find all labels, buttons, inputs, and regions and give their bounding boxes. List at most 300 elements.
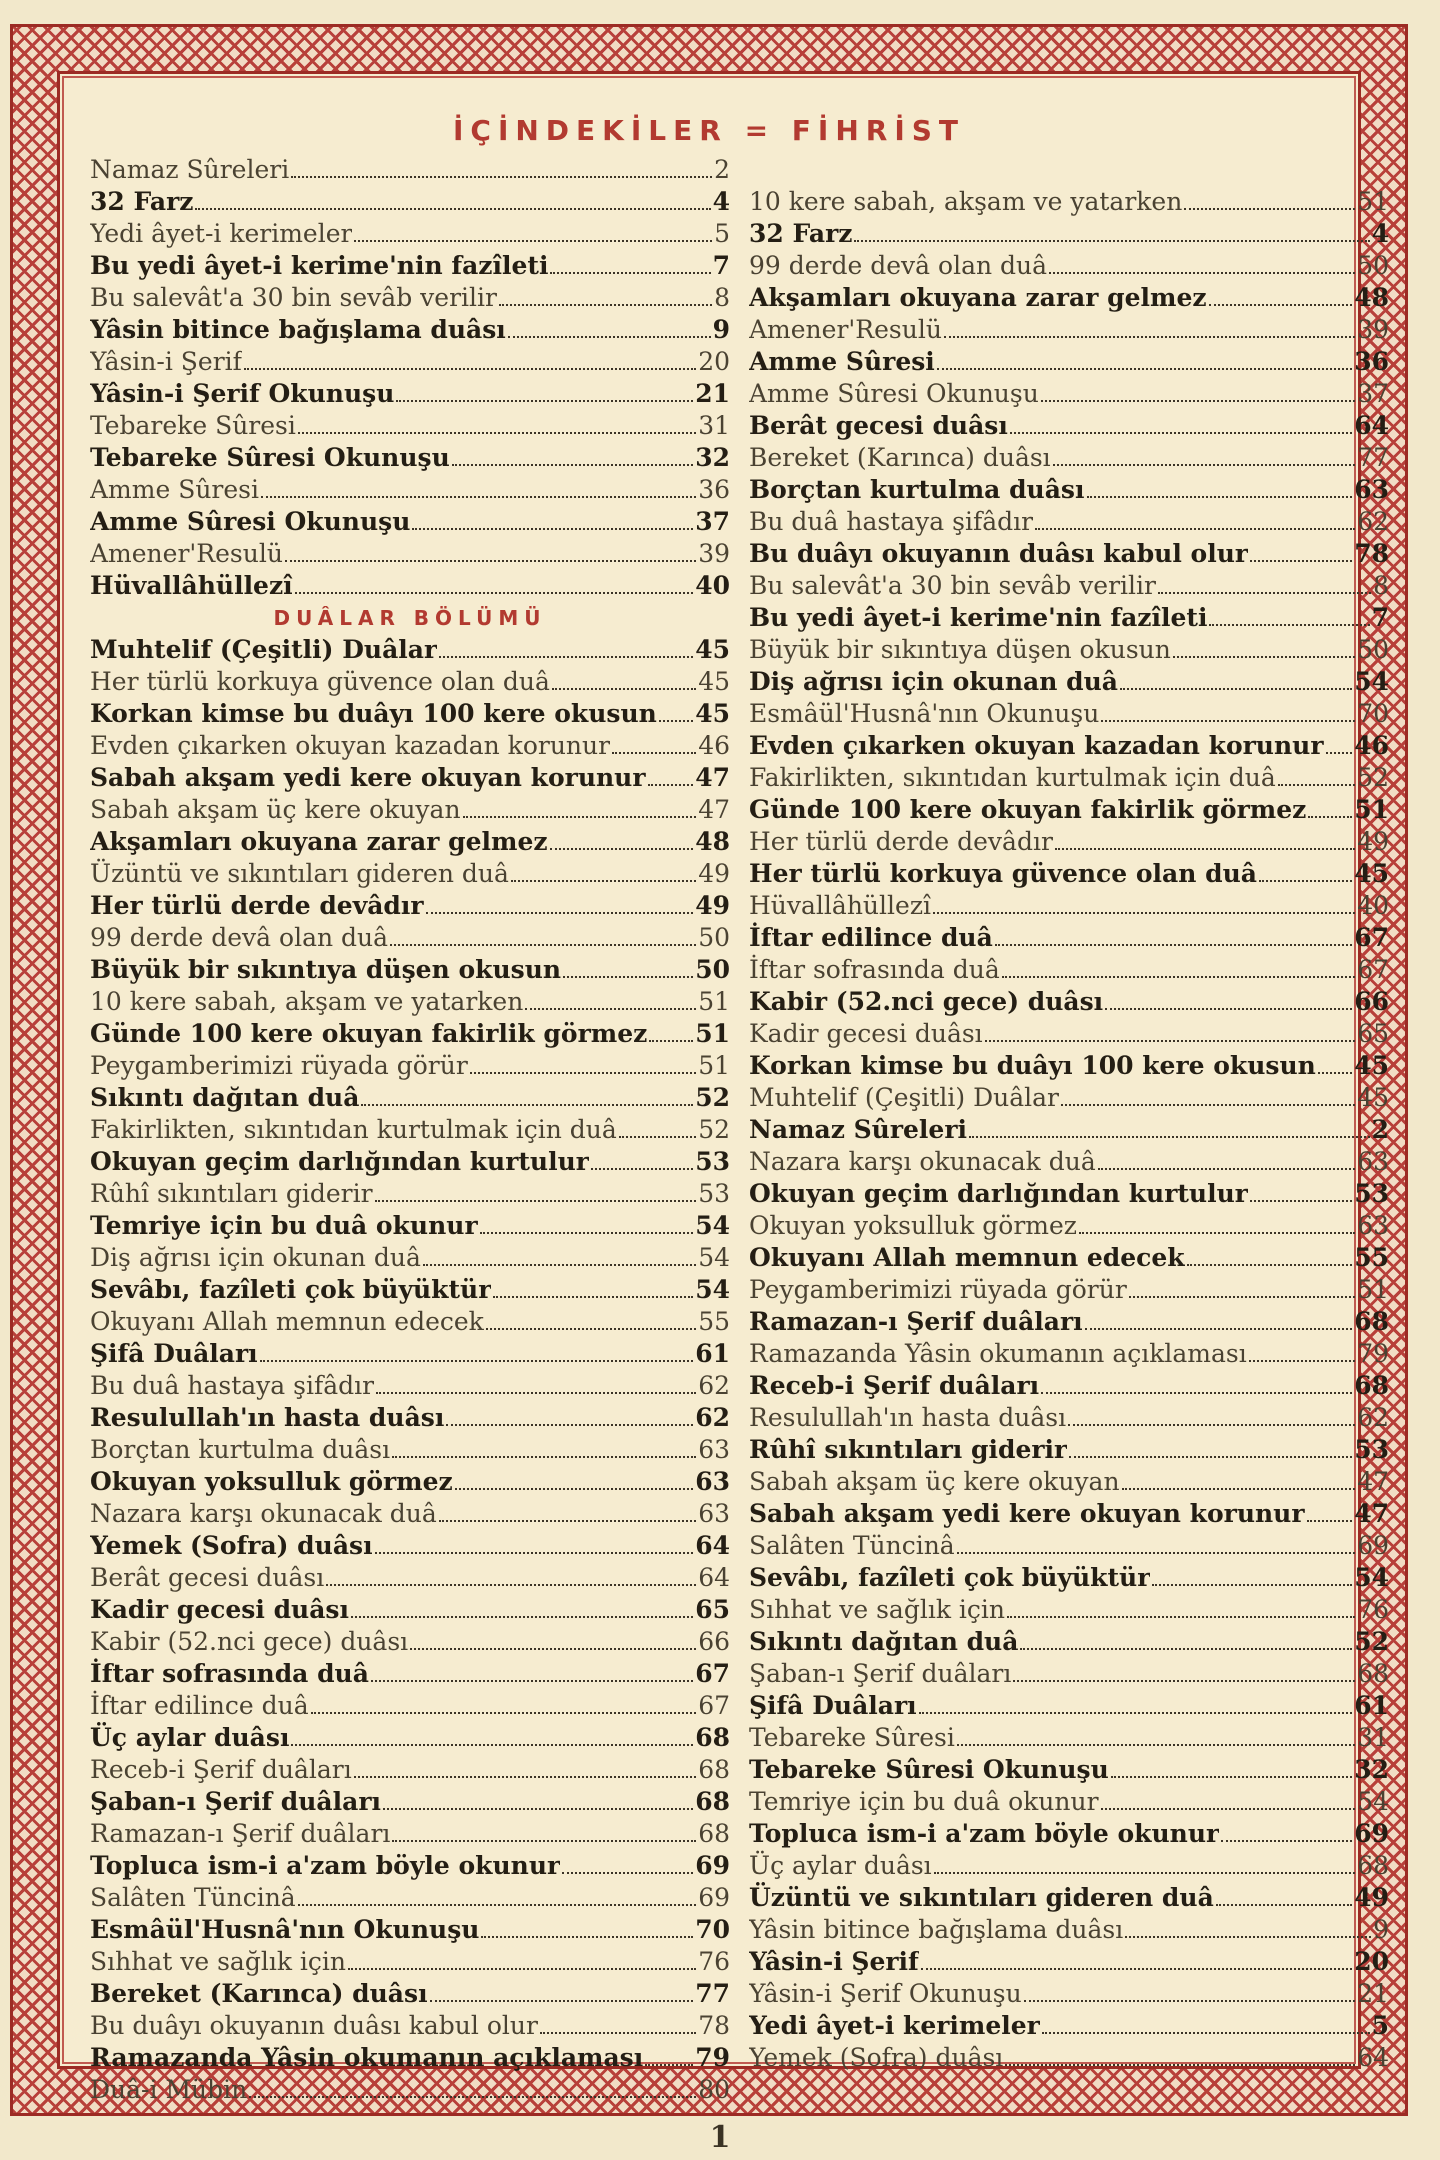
toc-entry-title: Sevâbı, fazîleti çok büyüktür [749, 1563, 1151, 1592]
toc-entry [90, 762, 730, 794]
dot-leader [995, 944, 1352, 946]
toc-entry-title: Bu duâyı okuyanın duâsı kabul olur [90, 2011, 538, 2040]
toc-entry [749, 1466, 1389, 1498]
dot-leader [1055, 848, 1355, 850]
dot-leader [1101, 720, 1355, 722]
toc-entry [90, 1658, 730, 1690]
dot-leader [480, 1232, 694, 1234]
toc-entry-title: Fakirlikten, sıkıntıdan kurtulmak için duâ [90, 1115, 617, 1144]
right-column-list [749, 186, 1389, 2074]
toc-entry-title: Esmâül'Husnâ'nın Okunuşu [749, 699, 1100, 728]
toc-entry [90, 1786, 730, 1818]
dot-leader [1042, 2032, 1370, 2034]
toc-entry-title: Amener'Resulü [90, 539, 283, 568]
toc-entry [749, 1114, 1389, 1146]
toc-entry [749, 2010, 1389, 2042]
left-column-bottom-list [90, 634, 730, 2106]
dot-leader [470, 1072, 696, 1074]
toc-entry-page: 5 [714, 219, 730, 248]
toc-entry-page: 61 [695, 1339, 730, 1368]
toc-entry [90, 1306, 730, 1338]
toc-entry [90, 1626, 730, 1658]
toc-entry-title: Evden çıkarken okuyan kazadan korunur [90, 731, 611, 760]
toc-entry [749, 1178, 1389, 1210]
toc-entry-page: 49 [698, 859, 730, 888]
toc-entry-title: Namaz Sûreleri [90, 155, 290, 184]
toc-entry-page: 61 [1354, 1691, 1389, 1720]
toc-entry-page: 51 [1357, 187, 1389, 216]
toc-entry-title: Bu salevât'a 30 bin sevâb verilir [749, 571, 1156, 600]
dot-leader [244, 368, 696, 370]
toc-entry-title: Tebareke Sûresi [90, 411, 296, 440]
toc-entry [90, 1978, 730, 2010]
dot-leader [1079, 1232, 1355, 1234]
toc-entry-title: İftar sofrasında duâ [90, 1659, 369, 1688]
dot-leader [326, 1584, 696, 1586]
dot-leader [430, 2000, 694, 2002]
toc-entry [90, 250, 730, 282]
dot-leader [985, 1040, 1356, 1042]
toc-entry-title: Sevâbı, fazîleti çok büyüktür [90, 1275, 492, 1304]
toc-entry-page: 76 [1357, 1595, 1389, 1624]
toc-entry [749, 218, 1389, 250]
toc-entry-page: 45 [695, 635, 730, 664]
dot-leader [550, 848, 694, 850]
toc-entry-title: Okuyanı Allah memnun edecek [749, 1243, 1185, 1272]
dot-leader [1221, 1840, 1352, 1842]
dot-leader [1035, 528, 1355, 530]
dot-leader [1184, 208, 1355, 210]
toc-entry-title: Ramazanda Yâsin okumanın açıklaması [90, 2043, 644, 2072]
toc-entry-title: Diş ağrısı için okunan duâ [90, 1243, 421, 1272]
dot-leader [383, 1808, 693, 1810]
toc-entry-title: Tebareke Sûresi Okunuşu [749, 1755, 1109, 1784]
toc-entry-page: 63 [1357, 1147, 1389, 1176]
toc-entry [90, 1274, 730, 1306]
toc-entry-title: Muhtelif (Çeşitli) Duâlar [90, 635, 438, 664]
toc-entry-title: Sabah akşam yedi kere okuyan korunur [90, 763, 646, 792]
toc-entry-title: Sıhhat ve sağlık için [90, 1947, 347, 1976]
toc-entry [90, 1338, 730, 1370]
toc-entry-page: 69 [698, 1883, 730, 1912]
dot-leader [486, 1328, 696, 1330]
toc-entry [749, 1050, 1389, 1082]
toc-entry-title: Kabir (52.nci gece) duâsı [90, 1627, 409, 1656]
toc-entry [749, 762, 1389, 794]
dot-leader [1061, 1104, 1355, 1106]
dot-leader [1024, 2000, 1355, 2002]
toc-entry [749, 602, 1389, 634]
dot-leader [619, 1136, 696, 1138]
dot-leader [1010, 432, 1352, 434]
toc-entry [90, 1946, 730, 1978]
toc-entry-page: 45 [1354, 1051, 1389, 1080]
toc-entry-title: Yâsin-i Şerif [749, 1947, 919, 1976]
toc-entry-title: Şaban-ı Şerif duâları [90, 1787, 381, 1816]
dot-leader [361, 1104, 693, 1106]
dot-leader [1158, 592, 1371, 594]
dot-leader [563, 976, 693, 978]
dot-leader [1007, 1616, 1355, 1618]
toc-entry-title: Receb-i Şerif duâları [749, 1371, 1040, 1400]
dot-leader [1002, 976, 1355, 978]
toc-entry-title: Topluca ism-i a'zam böyle okunur [749, 1819, 1220, 1848]
toc-entry-title: Amme Sûresi [90, 475, 260, 504]
dot-leader [1326, 752, 1353, 754]
toc-entry [749, 1626, 1389, 1658]
dot-leader [1278, 784, 1355, 786]
toc-entry-title: Yâsin-i Şerif Okunuşu [749, 1979, 1022, 2008]
toc-entry-page: 54 [1354, 667, 1389, 696]
toc-entry [749, 250, 1389, 282]
toc-entry-title: Kadir gecesi duâsı [90, 1595, 349, 1624]
dot-leader [396, 400, 693, 402]
toc-entry-page: 39 [1357, 315, 1389, 344]
toc-entry-page: 54 [698, 1243, 730, 1272]
toc-entry [749, 1338, 1389, 1370]
toc-entry [749, 378, 1389, 410]
toc-entry-title: Sıkıntı dağıtan duâ [90, 1083, 360, 1112]
toc-entry-title: Kabir (52.nci gece) duâsı [749, 987, 1104, 1016]
toc-entry [749, 1210, 1389, 1242]
toc-entry [749, 954, 1389, 986]
toc-entry [90, 986, 730, 1018]
toc-entry [90, 1690, 730, 1722]
toc-entry-page: 48 [695, 827, 730, 856]
toc-entry-title: Şifâ Duâları [90, 1339, 258, 1368]
dot-leader [1249, 1360, 1355, 1362]
toc-entry-page: 50 [695, 955, 730, 984]
toc-entry [90, 922, 730, 954]
toc-entry-page: 77 [695, 1979, 730, 2008]
dot-leader [354, 240, 712, 242]
toc-entry-page: 55 [698, 1307, 730, 1336]
toc-entry-page: 4 [1371, 219, 1389, 248]
toc-entry-page: 32 [695, 443, 730, 472]
toc-entry-title: Tebareke Sûresi Okunuşu [90, 443, 450, 472]
toc-entry [90, 954, 730, 986]
toc-entry [749, 1946, 1389, 1978]
dot-leader [1005, 2064, 1355, 2066]
toc-entry [90, 730, 730, 762]
toc-entry-page: 9 [1373, 1915, 1389, 1944]
toc-entry [90, 794, 730, 826]
toc-entry-title: Akşamları okuyana zarar gelmez [90, 827, 548, 856]
toc-entry-title: Rûhî sıkıntıları giderir [749, 1435, 1068, 1464]
toc-entry-title: Peygamberimizi rüyada görür [749, 1275, 1127, 1304]
toc-entry-title: Yâsin-i Şerif Okunuşu [90, 379, 395, 408]
toc-entry-page: 52 [1354, 1627, 1389, 1656]
dot-leader [525, 1008, 696, 1010]
toc-entry-title: Rûhî sıkıntıları giderir [90, 1179, 373, 1208]
dot-leader [659, 720, 693, 722]
dot-leader [508, 336, 711, 338]
toc-entry-page: 63 [1357, 1211, 1389, 1240]
toc-entry-page: 54 [695, 1211, 730, 1240]
toc-entry-page: 63 [698, 1499, 730, 1528]
toc-entry-page: 63 [698, 1435, 730, 1464]
toc-entry [90, 1178, 730, 1210]
dot-leader [446, 1424, 693, 1426]
dot-leader [291, 1744, 693, 1746]
toc-entry-page: 51 [1354, 795, 1389, 824]
toc-entry-page: 48 [1354, 283, 1389, 312]
toc-entry [90, 378, 730, 410]
toc-entry-page: 31 [1357, 1723, 1389, 1752]
toc-entry-title: Okuyan yoksulluk görmez [90, 1467, 453, 1496]
dot-leader [648, 784, 694, 786]
toc-entry-title: Sabah akşam yedi kere okuyan korunur [749, 1499, 1305, 1528]
dot-leader [1041, 400, 1355, 402]
toc-entry-page: 45 [698, 667, 730, 696]
dot-leader [1053, 464, 1356, 466]
toc-entry-page: 66 [1354, 987, 1389, 1016]
toc-entry [90, 634, 730, 666]
dot-leader [921, 1968, 1352, 1970]
toc-entry-title: Akşamları okuyana zarar gelmez [749, 283, 1207, 312]
toc-entry-title: Bu salevât'a 30 bin sevâb verilir [90, 283, 497, 312]
toc-entry-title: Hüvallâhüllezî [749, 891, 931, 920]
toc-entry-title: Sıhhat ve sağlık için [749, 1595, 1006, 1624]
toc-entry [90, 826, 730, 858]
toc-entry-page: 64 [698, 1563, 730, 1592]
dot-leader [1209, 304, 1353, 306]
toc-entry [749, 1882, 1389, 1914]
dot-leader [1152, 1584, 1352, 1586]
dot-leader [410, 1648, 696, 1650]
dot-leader [481, 1936, 693, 1938]
toc-entry-title: İftar edilince duâ [749, 923, 993, 952]
dot-leader [937, 368, 1352, 370]
toc-entry-title: Sabah akşam üç kere okuyan [90, 795, 461, 824]
right-column [749, 186, 1389, 2074]
dot-leader [511, 880, 696, 882]
toc-entry [749, 730, 1389, 762]
toc-entry-title: Bu yedi âyet-i kerime'nin fazîleti [749, 603, 1208, 632]
toc-entry-page: 54 [1354, 1563, 1389, 1592]
toc-entry-title: Borçtan kurtulma duâsı [749, 475, 1085, 504]
dot-leader [261, 496, 696, 498]
toc-entry-page: 79 [695, 2043, 730, 2072]
toc-entry [749, 1722, 1389, 1754]
toc-entry-page: 7 [1371, 603, 1389, 632]
toc-entry [749, 1306, 1389, 1338]
toc-entry [90, 1434, 730, 1466]
toc-entry [749, 1562, 1389, 1594]
toc-entry [749, 1434, 1389, 1466]
toc-entry [90, 1562, 730, 1594]
dot-leader [1105, 1008, 1352, 1010]
toc-entry [90, 218, 730, 250]
toc-entry-page: 79 [1357, 1339, 1389, 1368]
toc-entry [749, 1082, 1389, 1114]
toc-entry [90, 1082, 730, 1114]
dot-leader [1318, 1072, 1352, 1074]
toc-entry [90, 1722, 730, 1754]
toc-entry-page: 62 [1357, 507, 1389, 536]
toc-entry [749, 442, 1389, 474]
toc-entry-page: 67 [695, 1659, 730, 1688]
dot-leader [249, 2096, 696, 2098]
dot-leader [1013, 1680, 1355, 1682]
toc-entry-title: Ramazan-ı Şerif duâları [90, 1819, 391, 1848]
toc-entry [749, 1498, 1389, 1530]
toc-entry-title: Şaban-ı Şerif duâları [749, 1659, 1012, 1688]
dot-leader [426, 912, 694, 914]
toc-entry [749, 1018, 1389, 1050]
toc-entry-title: Tebareke Sûresi [749, 1723, 955, 1752]
toc-entry-title: Esmâül'Husnâ'nın Okunuşu [90, 1915, 480, 1944]
toc-entry [749, 570, 1389, 602]
toc-entry-page: 64 [1354, 411, 1389, 440]
toc-entry-title: İftar sofrasında duâ [749, 955, 1000, 984]
toc-entry [749, 1530, 1389, 1562]
toc-entry [90, 506, 730, 538]
toc-entry-title: Üç aylar duâsı [90, 1723, 290, 1752]
toc-entry-page: 49 [1357, 827, 1389, 856]
toc-entry-title: Evden çıkarken okuyan kazadan korunur [749, 731, 1324, 760]
toc-entry-title: Şifâ Duâları [749, 1691, 917, 1720]
toc-entry [749, 1594, 1389, 1626]
toc-entry-title: Duâ-i Mübin [90, 2075, 248, 2104]
dot-leader [354, 1776, 696, 1778]
toc-entry-title: Muhtelif (Çeşitli) Duâlar [749, 1083, 1059, 1112]
toc-entry-page: 40 [695, 571, 730, 600]
dot-leader [390, 944, 696, 946]
toc-entry-title: Amme Sûresi Okunuşu [749, 379, 1039, 408]
toc-entry-page: 62 [698, 1371, 730, 1400]
toc-entry-title: Yâsin bitince bağışlama duâsı [90, 315, 506, 344]
dot-leader [1308, 816, 1352, 818]
toc-entry [90, 154, 730, 186]
dot-leader [463, 816, 697, 818]
dot-leader [351, 1616, 693, 1618]
toc-entry [749, 986, 1389, 1018]
toc-entry-title: Yâsin bitince bağışlama duâsı [749, 1915, 1124, 1944]
dot-leader [550, 272, 710, 274]
toc-entry-page: 70 [695, 1915, 730, 1944]
toc-entry [749, 1146, 1389, 1178]
toc-entry [749, 1914, 1389, 1946]
toc-entry-page: 8 [714, 283, 730, 312]
toc-entry [749, 1658, 1389, 1690]
toc-entry [90, 2074, 730, 2106]
toc-entry-title: Peygamberimizi rüyada görür [90, 1051, 468, 1080]
toc-entry-page: 68 [698, 1755, 730, 1784]
toc-entry [90, 1754, 730, 1786]
content-panel [57, 71, 1389, 2104]
toc-entry-page: 63 [695, 1467, 730, 1496]
toc-entry [90, 1114, 730, 1146]
dot-leader [1250, 560, 1352, 562]
toc-entry-title: Topluca ism-i a'zam böyle okunur [90, 1851, 561, 1880]
toc-entry [90, 1242, 730, 1274]
toc-entry [749, 794, 1389, 826]
toc-entry-page: 65 [695, 1595, 730, 1624]
dot-leader [969, 1136, 1370, 1138]
toc-entry-page: 66 [698, 1627, 730, 1656]
dot-leader [1120, 688, 1352, 690]
dot-leader [1307, 1520, 1353, 1522]
toc-entry [749, 506, 1389, 538]
toc-entry-page: 68 [695, 1723, 730, 1752]
toc-entry-page: 49 [695, 891, 730, 920]
toc-entry-page: 4 [712, 187, 730, 216]
toc-entry-title: Büyük bir sıkıntıya düşen okusun [749, 635, 1171, 664]
toc-entry-page: 68 [1354, 1371, 1389, 1400]
toc-entry-title: Her türlü derde devâdır [90, 891, 424, 920]
toc-entry [749, 858, 1389, 890]
toc-entry-page: 64 [1357, 2043, 1389, 2072]
toc-entry [749, 282, 1389, 314]
toc-entry-page: 7 [712, 251, 730, 280]
toc-entry-page: 77 [1357, 443, 1389, 472]
toc-entry [90, 1594, 730, 1626]
dot-leader [291, 176, 712, 178]
dot-leader [957, 1552, 1355, 1554]
toc-entry-page: 50 [1357, 251, 1389, 280]
toc-entry-page: 31 [698, 411, 730, 440]
toc-entry-title: Nazara karşı okunacak duâ [90, 1499, 437, 1528]
toc-entry-title: Üç aylar duâsı [749, 1851, 932, 1880]
dot-leader [1125, 1936, 1371, 1938]
dot-leader [540, 2032, 696, 2034]
dot-leader [348, 1968, 696, 1970]
toc-entry-page: 51 [698, 1051, 730, 1080]
toc-entry-page: 52 [698, 1115, 730, 1144]
toc-entry-page: 39 [698, 539, 730, 568]
dot-leader [298, 432, 696, 434]
toc-entry-title: Amme Sûresi [749, 347, 935, 376]
toc-entry-title: Diş ağrısı için okunan duâ [749, 667, 1118, 696]
ornamental-border [10, 24, 1408, 2116]
dot-leader [1250, 1200, 1352, 1202]
toc-entry-page: 2 [714, 155, 730, 184]
toc-entry-page: 21 [695, 379, 730, 408]
toc-entry [749, 1370, 1389, 1402]
toc-entry [90, 442, 730, 474]
toc-entry-title: Salâten Tüncinâ [90, 1883, 296, 1912]
toc-entry-page: 45 [695, 699, 730, 728]
toc-entry-page: 37 [695, 507, 730, 536]
toc-entry-title: Namaz Sûreleri [749, 1115, 967, 1144]
dot-leader [1101, 1808, 1356, 1810]
toc-entry-page: 5 [1371, 2011, 1389, 2040]
toc-entry-title: Bu duâyı okuyanın duâsı kabul olur [749, 539, 1249, 568]
toc-entry-page: 68 [698, 1819, 730, 1848]
toc-entry-title: 10 kere sabah, akşam ve yatarken [90, 987, 524, 1016]
toc-entry [749, 666, 1389, 698]
toc-entry-page: 8 [1373, 571, 1389, 600]
toc-entry-title: Temriye için bu duâ okunur [90, 1211, 478, 1240]
toc-entry [90, 1210, 730, 1242]
toc-entry-page: 50 [698, 923, 730, 952]
toc-entry-page: 46 [698, 731, 730, 760]
toc-entry [749, 826, 1389, 858]
toc-entry [749, 1242, 1389, 1274]
toc-entry-title: Yedi âyet-i kerimeler [749, 2011, 1040, 2040]
toc-entry [749, 922, 1389, 954]
toc-entry [90, 410, 730, 442]
dot-leader [260, 1360, 694, 1362]
dot-leader [552, 688, 696, 690]
toc-entry-title: Yedi âyet-i kerimeler [90, 219, 353, 248]
toc-entry-page: 9 [712, 315, 730, 344]
toc-entry-page: 47 [698, 795, 730, 824]
toc-entry-title: Yemek (Sofra) duâsı [749, 2043, 1004, 2072]
toc-entry-page: 69 [695, 1851, 730, 1880]
toc-entry-title: Fakirlikten, sıkıntıdan kurtulmak için duâ [749, 763, 1276, 792]
